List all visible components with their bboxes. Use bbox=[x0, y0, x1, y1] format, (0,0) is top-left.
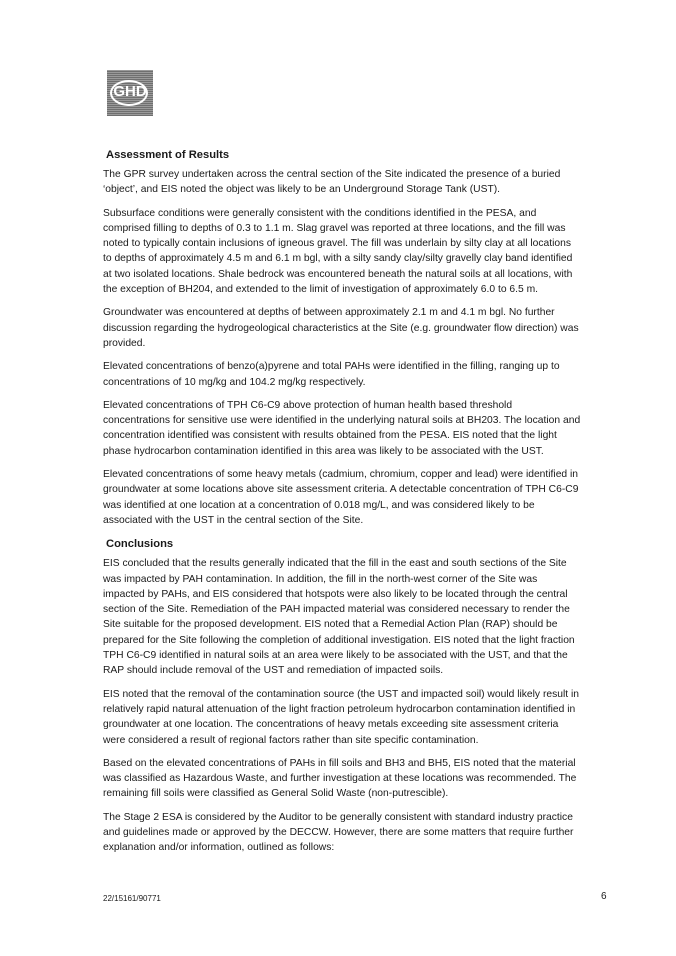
logo-text: GHD bbox=[113, 83, 147, 100]
paragraph: The Stage 2 ESA is considered by the Auditor to be generally consistent with standard industry practice and guidelines made or approved by the DECCW. However, there are some matters that require further explanation and/or information, outlined as follows: bbox=[103, 811, 574, 854]
paragraph: Elevated concentrations of TPH C6-C9 above protection of human health based threshold concentrations for sensitive use were identified in the underlying natural soils at BH203. The location and concentration identified was consistent with results obtained from the PESA. EIS noted that the light phase hydrocarbon contamination identified in this area was likely to be associated with the UST. bbox=[103, 399, 581, 457]
paragraph: EIS noted that the removal of the contamination source (the UST and impacted soil) would likely result in relatively rapid natural attenuation of the light fraction petroleum hydrocarbon contamination identified in groundwater at one location. The concentrations of heavy metals exceeding site assessment criteria were considered a result of regional factors rather than site specific contamination. bbox=[103, 688, 579, 746]
document-body bbox=[103, 148, 581, 864]
paragraph: Subsurface conditions were generally consistent with the conditions identified in the PESA, and comprised filling to depths of 0.3 to 1.1 m. Slag gravel was reported at three locations, and the fill was noted to typically contain inclusions of igneous gravel. The fill was underlain by silty clay at all locations to depths of approximately 4.5 m and 6.1 m bgl, with a silty sandy clay/silty gravelly clay band identified at two isolated locations. Shale bedrock was encountered beneath the natural soils at all locations, with the exception of BH204, and extended to the limit of investigation of approximately 6.0 to 6.5 m. bbox=[103, 207, 573, 296]
footer-page-number: 6 bbox=[601, 891, 607, 902]
footer-doc-ref: 22/15161/90771 bbox=[103, 894, 161, 903]
paragraph: Groundwater was encountered at depths of between approximately 2.1 m and 4.1 m bgl. No further discussion regarding the hydrogeological characteristics at the Site (e.g. groundwater flow direction) was provided. bbox=[103, 307, 579, 349]
ghd-logo bbox=[107, 70, 153, 116]
section-heading-conclusions: Conclusions bbox=[106, 538, 174, 551]
paragraph: Based on the elevated concentrations of PAHs in fill soils and BH3 and BH5, EIS noted that the material was classified as Hazardous Waste, and further investigation at these locations was recommended. The remaining fill soils were classified as General Solid Waste (non-putrescible). bbox=[103, 757, 577, 800]
paragraph: The GPR survey undertaken across the central section of the Site indicated the presence of a buried ‘object’, and EIS noted the object was likely to be an Underground Storage Tank (UST). bbox=[103, 169, 561, 196]
paragraph: Elevated concentrations of some heavy metals (cadmium, chromium, copper and lead) were identified in groundwater at some locations above site assessment criteria. A detectable concentration of TPH C6-C9 was identified at one location at a concentration of 0.018 mg/L, and was considered likely to be associated with the UST in the central section of the Site. bbox=[103, 469, 579, 526]
paragraph: Elevated concentrations of benzo(a)pyrene and total PAHs were identified in the filling, ranging up to concentrations of 10 mg/kg and 104.2 mg/kg respectively. bbox=[103, 361, 560, 388]
paragraph: EIS concluded that the results generally indicated that the fill in the east and south sections of the Site was impacted by PAH contamination. In addition, the fill in the north-west corner of the Site was impacted by PAHs, and EIS considered that hotspots were also likely to be located through the central section of the Site. Remediation of the PAH impacted material was considered necessary to render the Site suitable for the proposed development. EIS noted that a Remedial Action Plan (RAP) should be prepared for the Site following the completion of additional investigation. EIS noted that the light fraction TPH C6-C9 identified in natural soils at an area were likely to be associated with the UST, and that the RAP should include removal of the UST and remediation of impacted soils. bbox=[103, 558, 575, 677]
section-heading-assessment: Assessment of Results bbox=[106, 149, 230, 161]
